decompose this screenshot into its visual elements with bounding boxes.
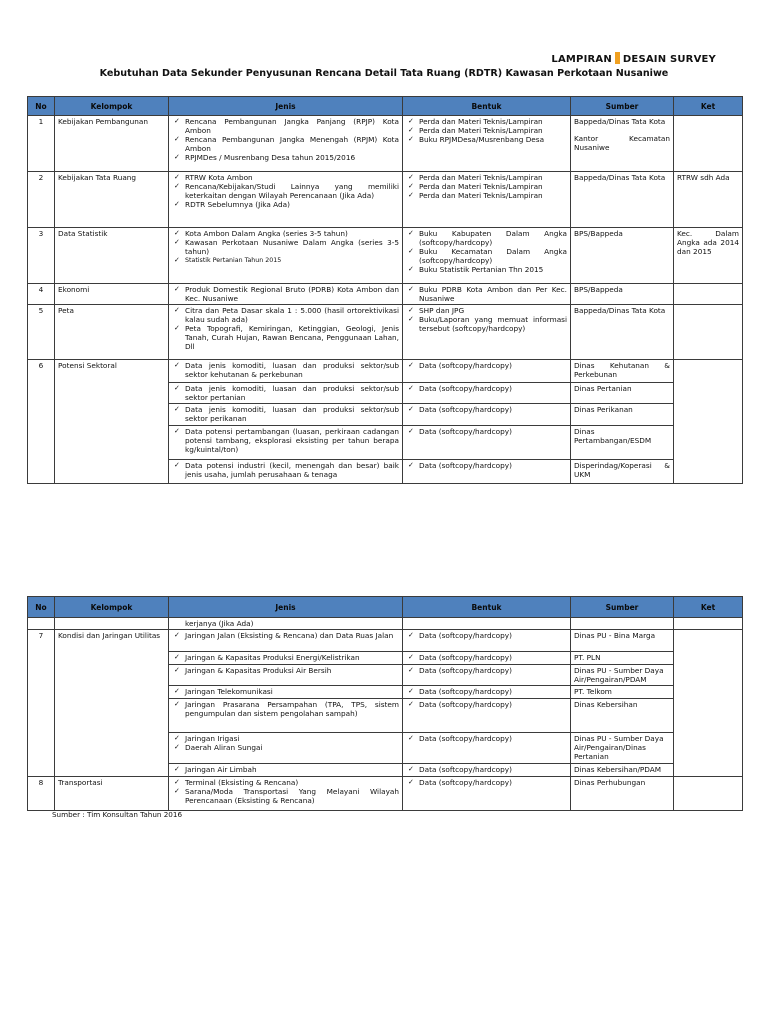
cell-ket: Kec. Dalam Angka ada 2014 dan 2015 (674, 228, 743, 284)
list-item: ✓ Sarana/Moda Transportasi Yang Melayani Wilayah Perencanaan (Eksisting & Rencana) (172, 787, 399, 805)
cell-jenis (169, 630, 403, 652)
list-item: ✓ SHP dan JPG (406, 306, 567, 315)
cell-sumber: Bappeda/Dinas Tata Kota (571, 305, 674, 360)
cell-ket (674, 284, 743, 305)
col-header-no: No (28, 597, 55, 618)
cell-no: 2 (28, 172, 55, 228)
cell-ket (674, 360, 743, 484)
cell-sumber: PT. Telkom (571, 686, 674, 699)
list-item: ✓ Perda dan Materi Teknis/Lampiran (406, 173, 567, 182)
cell-bentuk (403, 630, 571, 652)
cell-bentuk (403, 383, 571, 404)
list-item: ✓ Citra dan Peta Dasar skala 1 : 5.000 (hasil ortorektivikasi kalau sudah ada) (172, 306, 399, 324)
list-item: ✓ Kota Ambon Dalam Angka (series 3-5 tahun) (172, 229, 399, 238)
cell-jenis (169, 383, 403, 404)
cell-jenis-continuation: kerjanya (Jika Ada) (169, 618, 403, 630)
list-item: ✓ Daerah Aliran Sungai (172, 743, 399, 752)
cell-sumber: BPS/Bappeda (571, 228, 674, 284)
cell-bentuk (403, 777, 571, 811)
table-row (28, 116, 743, 172)
table-row (28, 284, 743, 305)
list-item: ✓ Data (softcopy/hardcopy) (406, 461, 567, 470)
col-header-no: No (28, 97, 55, 116)
cell-sumber: PT. PLN (571, 652, 674, 665)
list-item: ✓ RTRW Kota Ambon (172, 173, 399, 182)
cell-jenis (169, 360, 403, 383)
list-item: ✓ Buku Statistik Pertanian Thn 2015 (406, 265, 567, 274)
col-header-ket: Ket (674, 597, 743, 618)
cell-ket (674, 630, 743, 777)
list-item: ✓ Perda dan Materi Teknis/Lampiran (406, 117, 567, 126)
separator-mark (615, 52, 620, 64)
list-item: ✓ Data (softcopy/hardcopy) (406, 687, 567, 696)
list-item: ✓ Peta Topografi, Kemiringan, Ketinggian, Geologi, Jenis Tanah, Curah Hujan, Rawan Bencana, Penggunaan Lahan, Dll (172, 324, 399, 351)
cell-bentuk (403, 665, 571, 686)
cell-sumber: Dinas Kebersihan (571, 699, 674, 733)
col-header-sumber: Sumber (571, 97, 674, 116)
list-item: ✓ Jaringan & Kapasitas Produksi Energi/Kelistrikan (172, 653, 399, 662)
cell-sumber: Dinas Pertambangan/ESDM (571, 426, 674, 460)
table-row (28, 228, 743, 284)
table-header-row (28, 97, 743, 116)
cell-sumber: Dinas PU - Sumber Daya Air/Pengairan/Dinas Pertanian (571, 733, 674, 764)
cell-jenis (169, 460, 403, 484)
cell-sumber: Bappeda/Dinas Tata Kota (571, 172, 674, 228)
col-header-ket: Ket (674, 97, 743, 116)
cell-bentuk (403, 618, 571, 630)
list-item: ✓ Jaringan Prasarana Persampahan (TPA, TPS, sistem pengumpulan dan sistem pengolahan sampah) (172, 700, 399, 718)
cell-sumber: BPS/Bappeda (571, 284, 674, 305)
table-row (28, 777, 743, 811)
cell-bentuk (403, 360, 571, 383)
cell-sumber: Dinas Perhubungan (571, 777, 674, 811)
cell-bentuk (403, 116, 571, 172)
cell-ket (674, 116, 743, 172)
list-item: ✓ Perda dan Materi Teknis/Lampiran (406, 191, 567, 200)
cell-bentuk (403, 404, 571, 426)
cell-jenis (169, 699, 403, 733)
list-item: ✓ Jaringan Air Limbah (172, 765, 399, 774)
sumber-line: Bappeda/Dinas Tata Kota (574, 117, 666, 126)
cell-jenis (169, 172, 403, 228)
cell-bentuk (403, 733, 571, 764)
table-row (28, 630, 743, 652)
list-item: ✓ Terminal (Eksisting & Rencana) (172, 778, 399, 787)
col-header-kelompok: Kelompok (55, 97, 169, 116)
list-item: ✓ RPJMDes / Musrenbang Desa tahun 2015/2016 (172, 153, 399, 162)
cell-no (28, 618, 55, 630)
list-item: ✓ Produk Domestik Regional Bruto (PDRB) Kota Ambon dan Kec. Nusaniwe (172, 285, 399, 303)
list-item: ✓ Perda dan Materi Teknis/Lampiran (406, 182, 567, 191)
cell-ket (674, 777, 743, 811)
col-header-sumber: Sumber (571, 597, 674, 618)
cell-ket (674, 305, 743, 360)
list-item: ✓ Buku RPJMDesa/Musrenbang Desa (406, 135, 567, 144)
sumber-line: Kantor Kecamatan Nusaniwe (574, 134, 670, 152)
cell-jenis (169, 305, 403, 360)
col-header-bentuk: Bentuk (403, 597, 571, 618)
list-item: ✓ Data (softcopy/hardcopy) (406, 631, 567, 640)
cell-kelompok: Ekonomi (55, 284, 169, 305)
cell-sumber: Dinas Kehutanan & Perkebunan (571, 360, 674, 383)
cell-sumber: Disperindag/Koperasi & UKM (571, 460, 674, 484)
list-item: ✓ Data (softcopy/hardcopy) (406, 666, 567, 675)
cell-kelompok: Kondisi dan Jaringan Utilitas (55, 630, 169, 777)
list-item: ✓ Data (softcopy/hardcopy) (406, 778, 567, 787)
list-item: ✓ Jaringan & Kapasitas Produksi Air Bersih (172, 666, 399, 675)
list-item: ✓ Perda dan Materi Teknis/Lampiran (406, 126, 567, 135)
list-item: ✓ Buku/Laporan yang memuat informasi tersebut (softcopy/hardcopy) (406, 315, 567, 333)
list-item: ✓ Data (softcopy/hardcopy) (406, 734, 567, 743)
list-item: ✓ Rencana/Kebijakan/Studi Lainnya yang memiliki keterkaitan dengan Wilayah Perencanaan (Jika Ada) (172, 182, 399, 200)
list-item: ✓ Data (softcopy/hardcopy) (406, 765, 567, 774)
cell-bentuk (403, 426, 571, 460)
list-item: ✓ Data potensi pertambangan (luasan, perkiraan cadangan potensi tambang, eksplorasi eksisting per tahun berapa kg/kuintal/ton) (172, 427, 399, 454)
cell-jenis (169, 404, 403, 426)
list-item: ✓ Data (softcopy/hardcopy) (406, 700, 567, 709)
desain-survey-label: DESAIN SURVEY (622, 54, 716, 65)
list-item: ✓ Kawasan Perkotaan Nusaniwe Dalam Angka (series 3-5 tahun) (172, 238, 399, 256)
cell-sumber: Dinas Perikanan (571, 404, 674, 426)
list-item: ✓ Buku Kecamatan Dalam Angka (softcopy/hardcopy) (406, 247, 567, 265)
cell-kelompok: Transportasi (55, 777, 169, 811)
table-row (28, 360, 743, 383)
cell-jenis (169, 686, 403, 699)
list-item: ✓ RDTR Sebelumnya (Jika Ada) (172, 200, 399, 209)
cell-jenis (169, 733, 403, 764)
table-row (28, 305, 743, 360)
list-item: ✓ Data jenis komoditi, luasan dan produksi sektor/sub sektor kehutanan & perkebunan (172, 361, 399, 379)
cell-no: 6 (28, 360, 55, 484)
list-item: ✓ Data jenis komoditi, luasan dan produksi sektor/sub sektor pertanian (172, 384, 399, 402)
cell-jenis (169, 764, 403, 777)
cell-no: 5 (28, 305, 55, 360)
col-header-jenis: Jenis (169, 97, 403, 116)
cell-bentuk (403, 699, 571, 733)
cell-ket: RTRW sdh Ada (674, 172, 743, 228)
table-row (28, 618, 743, 630)
cell-bentuk (403, 172, 571, 228)
list-item: ✓ Data (softcopy/hardcopy) (406, 384, 567, 393)
list-item: ✓ Data (softcopy/hardcopy) (406, 427, 567, 436)
cell-sumber (571, 618, 674, 630)
cell-jenis (169, 665, 403, 686)
data-table-page-2 (27, 596, 743, 811)
cell-sumber (571, 116, 674, 172)
cell-kelompok: Potensi Sektoral (55, 360, 169, 484)
lampiran-header (551, 52, 716, 65)
cell-no: 8 (28, 777, 55, 811)
cell-jenis (169, 228, 403, 284)
cell-kelompok: Data Statistik (55, 228, 169, 284)
list-item: ✓ Rencana Pembangunan Jangka Menengah (RPJM) Kota Ambon (172, 135, 399, 153)
cell-no: 7 (28, 630, 55, 777)
cell-bentuk (403, 764, 571, 777)
list-item: ✓ Data jenis komoditi, luasan dan produksi sektor/sub sektor perikanan (172, 405, 399, 423)
cell-bentuk (403, 686, 571, 699)
col-header-jenis: Jenis (169, 597, 403, 618)
list-item: ✓ Data (softcopy/hardcopy) (406, 405, 567, 414)
list-item: ✓ Statistik Pertanian Tahun 2015 (172, 256, 399, 265)
cell-no: 4 (28, 284, 55, 305)
document-title: Kebutuhan Data Sekunder Penyusunan Rencana Detail Tata Ruang (RDTR) Kawasan Perkotaan Nusaniwe (99, 68, 669, 79)
cell-sumber: Dinas Pertanian (571, 383, 674, 404)
cell-kelompok: Kebijakan Pembangunan (55, 116, 169, 172)
cell-jenis (169, 426, 403, 460)
cell-no: 3 (28, 228, 55, 284)
col-header-kelompok: Kelompok (55, 597, 169, 618)
list-item: ✓ Data (softcopy/hardcopy) (406, 361, 567, 370)
cell-sumber: Dinas PU - Bina Marga (571, 630, 674, 652)
list-item: ✓ Jaringan Irigasi (172, 734, 399, 743)
cell-bentuk (403, 305, 571, 360)
list-item: ✓ Jaringan Telekomunikasi (172, 687, 399, 696)
col-header-bentuk: Bentuk (403, 97, 571, 116)
cell-bentuk (403, 460, 571, 484)
source-note: Sumber : Tim Konsultan Tahun 2016 (52, 810, 183, 819)
cell-kelompok: Peta (55, 305, 169, 360)
table-row (28, 172, 743, 228)
cell-no: 1 (28, 116, 55, 172)
cell-jenis (169, 116, 403, 172)
list-item: ✓ Data (softcopy/hardcopy) (406, 653, 567, 662)
list-item: ✓ Buku PDRB Kota Ambon dan Per Kec. Nusaniwe (406, 285, 567, 303)
lampiran-label: LAMPIRAN (551, 54, 612, 65)
cell-kelompok (55, 618, 169, 630)
cell-sumber: Dinas Kebersihan/PDAM (571, 764, 674, 777)
list-item: ✓ Rencana Pembangunan Jangka Panjang (RPJP) Kota Ambon (172, 117, 399, 135)
cell-jenis (169, 652, 403, 665)
cell-bentuk (403, 228, 571, 284)
list-item: ✓ Data potensi industri (kecil, menengah dan besar) baik jenis usaha, jumlah perusahaan & tenaga (172, 461, 399, 479)
cell-bentuk (403, 284, 571, 305)
cell-ket (674, 618, 743, 630)
cell-bentuk (403, 652, 571, 665)
cell-sumber: Dinas PU - Sumber Daya Air/Pengairan/PDAM (571, 665, 674, 686)
table-header-row (28, 597, 743, 618)
cell-jenis (169, 777, 403, 811)
list-item: ✓ Jaringan Jalan (Eksisting & Rencana) dan Data Ruas Jalan (172, 631, 399, 640)
cell-jenis (169, 284, 403, 305)
data-table-page-1 (27, 96, 743, 484)
cell-kelompok: Kebijakan Tata Ruang (55, 172, 169, 228)
list-item: ✓ Buku Kabupaten Dalam Angka (softcopy/hardcopy) (406, 229, 567, 247)
